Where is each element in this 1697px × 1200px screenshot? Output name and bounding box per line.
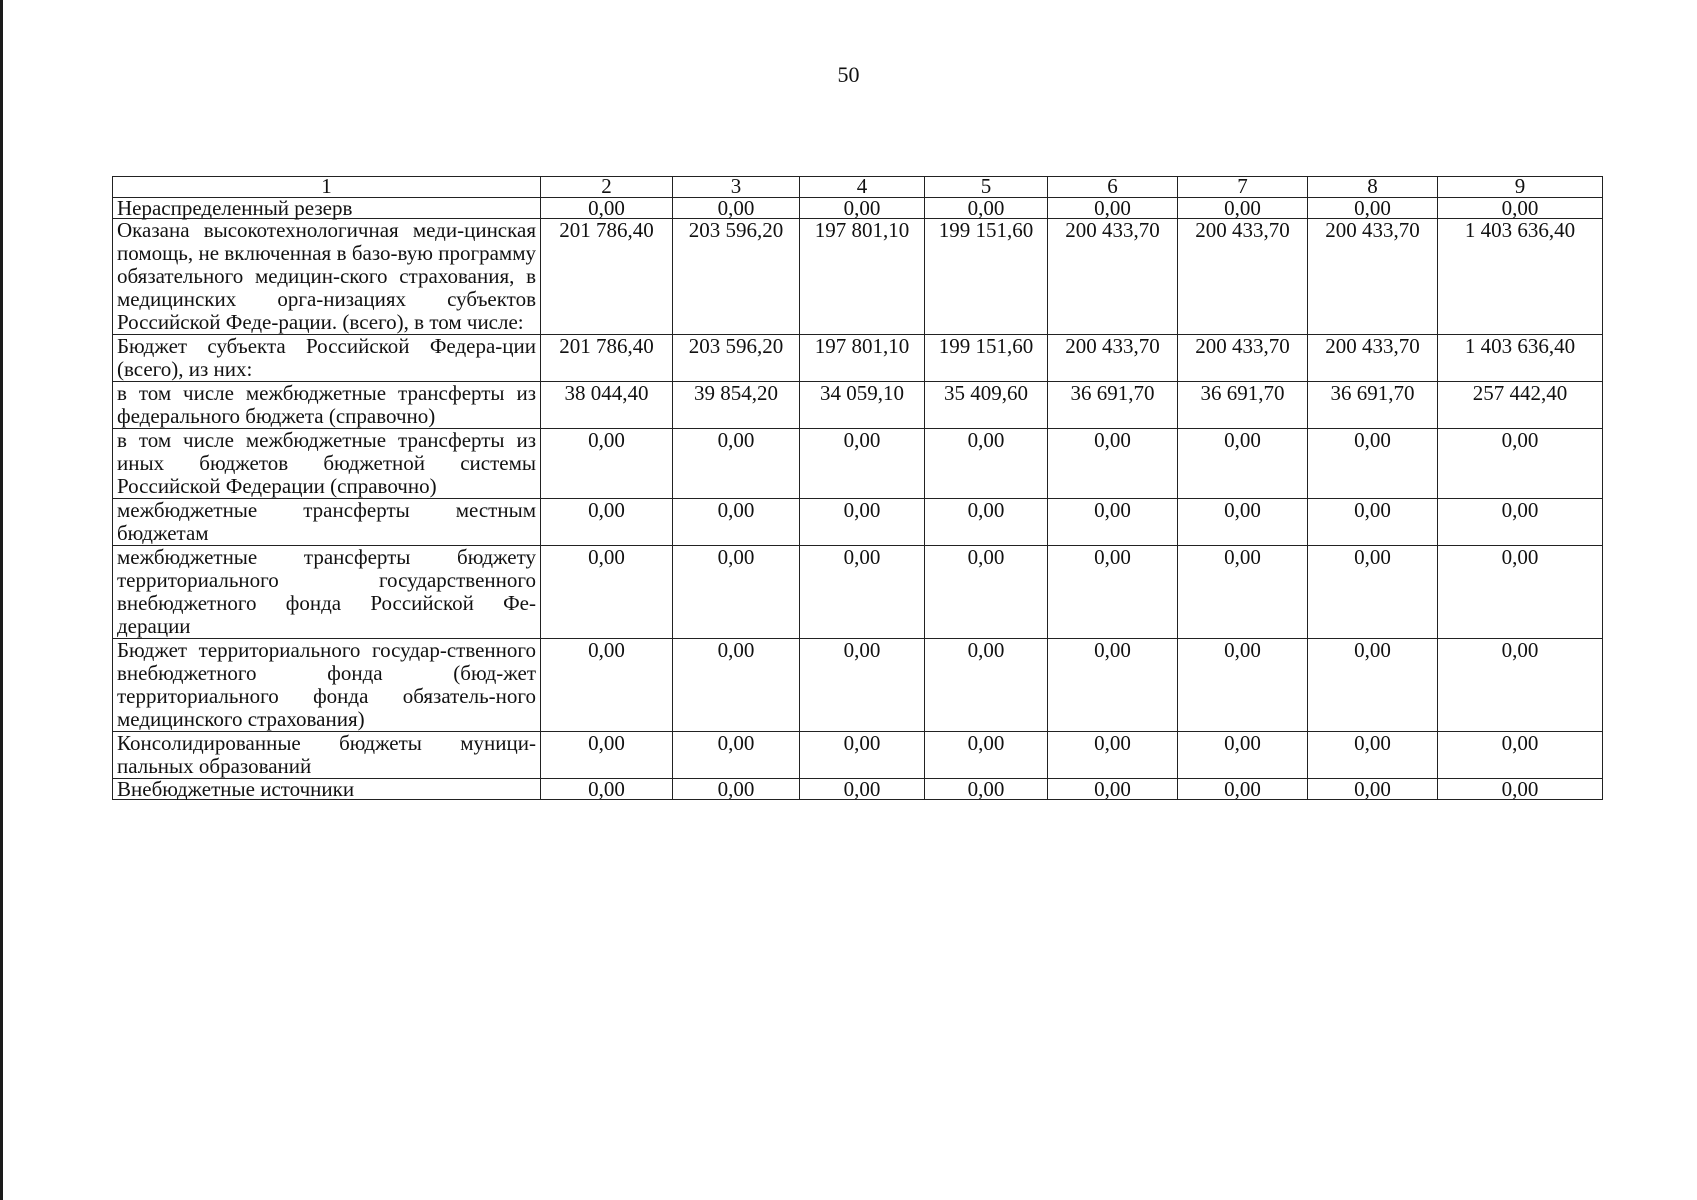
- row-label: Консолидированные бюджеты муници-пальных образований: [113, 732, 541, 779]
- value-cell: 199 151,60: [925, 335, 1048, 382]
- value-cell: 0,00: [1308, 779, 1438, 800]
- value-cell: 0,00: [800, 429, 925, 499]
- value-cell: 0,00: [1048, 198, 1178, 219]
- value-cell: 0,00: [800, 639, 925, 732]
- value-cell: 0,00: [925, 429, 1048, 499]
- row-label: Внебюджетные источники: [113, 779, 541, 800]
- value-cell: 0,00: [541, 429, 673, 499]
- value-cell: 0,00: [1308, 639, 1438, 732]
- value-cell: 0,00: [541, 639, 673, 732]
- table-row: [113, 499, 1603, 546]
- value-cell: 257 442,40: [1438, 382, 1603, 429]
- value-cell: 200 433,70: [1178, 219, 1308, 335]
- value-cell: 0,00: [1178, 732, 1308, 779]
- value-cell: 0,00: [1178, 639, 1308, 732]
- table-row: [113, 198, 1603, 219]
- value-cell: 0,00: [1048, 779, 1178, 800]
- value-cell: 0,00: [1048, 499, 1178, 546]
- value-cell: 200 433,70: [1178, 335, 1308, 382]
- value-cell: 0,00: [673, 429, 800, 499]
- value-cell: 200 433,70: [1048, 335, 1178, 382]
- value-cell: 0,00: [1308, 429, 1438, 499]
- value-cell: 0,00: [800, 732, 925, 779]
- value-cell: 0,00: [673, 732, 800, 779]
- row-label: в том числе межбюджетные трансферты из федерального бюджета (справочно): [113, 382, 541, 429]
- value-cell: 0,00: [1438, 429, 1603, 499]
- value-cell: 0,00: [800, 546, 925, 639]
- value-cell: 0,00: [800, 198, 925, 219]
- table-row: [113, 779, 1603, 800]
- value-cell: 36 691,70: [1178, 382, 1308, 429]
- column-header: 6: [1048, 177, 1178, 198]
- column-header: 7: [1178, 177, 1308, 198]
- value-cell: 0,00: [541, 732, 673, 779]
- value-cell: 36 691,70: [1308, 382, 1438, 429]
- row-label: Оказана высокотехнологичная меди-цинская помощь, не включенная в базо-вую программу обязательного медицин-ского страхования, в медицинских орга-низациях субъектов Российской Феде-рации. (всего), в том числе:: [113, 219, 541, 335]
- value-cell: 0,00: [1048, 732, 1178, 779]
- value-cell: 201 786,40: [541, 335, 673, 382]
- value-cell: 0,00: [1438, 779, 1603, 800]
- column-header: 4: [800, 177, 925, 198]
- value-cell: 0,00: [925, 779, 1048, 800]
- table-row: [113, 639, 1603, 732]
- table-row: [113, 382, 1603, 429]
- value-cell: 0,00: [925, 639, 1048, 732]
- value-cell: 35 409,60: [925, 382, 1048, 429]
- value-cell: 0,00: [1178, 779, 1308, 800]
- value-cell: 0,00: [925, 732, 1048, 779]
- row-label: межбюджетные трансферты местным бюджетам: [113, 499, 541, 546]
- value-cell: 0,00: [1048, 429, 1178, 499]
- value-cell: 200 433,70: [1308, 335, 1438, 382]
- budget-table: [112, 176, 1603, 800]
- value-cell: 197 801,10: [800, 335, 925, 382]
- value-cell: 0,00: [1178, 546, 1308, 639]
- row-label: Бюджет территориального государ-ственного внебюджетного фонда (бюд-жет территориального фонда обязатель-ного медицинского страхования): [113, 639, 541, 732]
- value-cell: 0,00: [1178, 499, 1308, 546]
- value-cell: 0,00: [1308, 732, 1438, 779]
- value-cell: 0,00: [925, 499, 1048, 546]
- value-cell: 0,00: [925, 198, 1048, 219]
- value-cell: 0,00: [673, 639, 800, 732]
- value-cell: 0,00: [1048, 546, 1178, 639]
- table-row: [113, 219, 1603, 335]
- value-cell: 200 433,70: [1308, 219, 1438, 335]
- value-cell: 201 786,40: [541, 219, 673, 335]
- value-cell: 203 596,20: [673, 219, 800, 335]
- value-cell: 0,00: [1438, 198, 1603, 219]
- value-cell: 203 596,20: [673, 335, 800, 382]
- value-cell: 0,00: [1438, 639, 1603, 732]
- table-body: [113, 174, 1603, 801]
- value-cell: 199 151,60: [925, 219, 1048, 335]
- value-cell: 34 059,10: [800, 382, 925, 429]
- value-cell: 200 433,70: [1048, 219, 1178, 335]
- value-cell: 0,00: [541, 499, 673, 546]
- column-header-row: [113, 177, 1603, 198]
- value-cell: 0,00: [1308, 499, 1438, 546]
- value-cell: 0,00: [1048, 639, 1178, 732]
- table-row: [113, 546, 1603, 639]
- table-row: [113, 429, 1603, 499]
- column-header: 1: [113, 177, 541, 198]
- value-cell: 0,00: [800, 499, 925, 546]
- value-cell: 0,00: [1438, 732, 1603, 779]
- value-cell: 0,00: [1178, 198, 1308, 219]
- value-cell: 0,00: [541, 779, 673, 800]
- value-cell: 39 854,20: [673, 382, 800, 429]
- row-label: Бюджет субъекта Российской Федера-ции (всего), из них:: [113, 335, 541, 382]
- value-cell: 0,00: [673, 546, 800, 639]
- row-label: Нераспределенный резерв: [113, 198, 541, 219]
- row-label: межбюджетные трансферты бюджету территориального государственного внебюджетного фонда Российской Фе-дерации: [113, 546, 541, 639]
- column-header: 2: [541, 177, 673, 198]
- value-cell: 0,00: [541, 546, 673, 639]
- value-cell: 0,00: [673, 779, 800, 800]
- value-cell: 36 691,70: [1048, 382, 1178, 429]
- table-row: [113, 335, 1603, 382]
- row-label: в том числе межбюджетные трансферты из иных бюджетов бюджетной системы Российской Федерации (справочно): [113, 429, 541, 499]
- value-cell: 0,00: [1308, 546, 1438, 639]
- value-cell: 197 801,10: [800, 219, 925, 335]
- value-cell: 0,00: [673, 499, 800, 546]
- column-header: 9: [1438, 177, 1603, 198]
- table-row: [113, 732, 1603, 779]
- value-cell: 1 403 636,40: [1438, 335, 1603, 382]
- value-cell: 0,00: [1438, 546, 1603, 639]
- value-cell: 38 044,40: [541, 382, 673, 429]
- column-header: 5: [925, 177, 1048, 198]
- value-cell: 0,00: [1178, 429, 1308, 499]
- column-header: 3: [673, 177, 800, 198]
- value-cell: 0,00: [1308, 198, 1438, 219]
- column-header: 8: [1308, 177, 1438, 198]
- page-number: 50: [837, 62, 860, 87]
- scan-edge: [0, 0, 3, 1200]
- value-cell: 0,00: [1438, 499, 1603, 546]
- value-cell: 0,00: [800, 779, 925, 800]
- value-cell: 0,00: [925, 546, 1048, 639]
- value-cell: 0,00: [673, 198, 800, 219]
- value-cell: 0,00: [541, 198, 673, 219]
- value-cell: 1 403 636,40: [1438, 219, 1603, 335]
